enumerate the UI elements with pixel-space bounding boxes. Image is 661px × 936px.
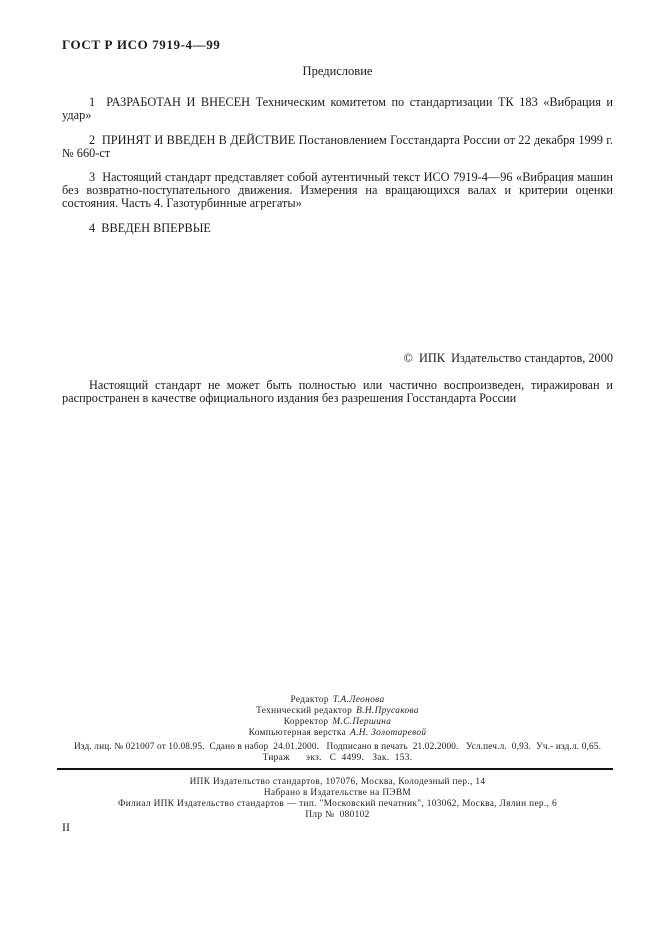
copyright-line: © ИПК Издательство стандартов, 2000	[403, 351, 613, 365]
credit-line	[55, 728, 620, 739]
foreword-item-2: 2 ПРИНЯТ И ВВЕДЕН В ДЕЙСТВИЕ Постановлением Госстандарта России от 22 декабря 1999 г. № 660-ст	[62, 133, 613, 161]
page-number: II	[62, 820, 70, 834]
section-title: Предисловие	[302, 64, 373, 78]
foreword-item-3: 3 Настоящий стандарт представляет собой аутентичный текст ИСО 7919-4—96 «Вибрация машин без возвратно-поступательного движения. Измерения на вращающихся валах и критерии оценки состояния. Часть 4. Газотурбинные агрегаты»	[62, 170, 613, 211]
credit-role: Корректор	[283, 717, 329, 727]
credit-role: Компьютерная верстка	[248, 728, 347, 738]
credit-line	[55, 706, 620, 717]
doc-code: ГОСТ Р ИСО 7919-4—99	[62, 37, 221, 52]
imprint-line-2: Тираж экз. С 4499. Зак. 153.	[262, 753, 413, 763]
horizontal-rule	[57, 768, 613, 770]
credit-line	[55, 717, 620, 728]
credit-role: Редактор	[290, 695, 329, 705]
disclaimer-paragraph: Настоящий стандарт не может быть полностью или частично воспроизведен, тиражирован и распространен в качестве официального издания без разрешения Госстандарта России	[62, 378, 613, 406]
credit-name: Т.А.Леонова	[332, 695, 385, 705]
publisher-line: ИПК Издательство стандартов, 107076, Москва, Колодезный пер., 14	[189, 777, 486, 787]
credit-line	[55, 695, 620, 706]
credit-name: А.Н. Золотаревой	[350, 728, 427, 738]
publisher-line: Набрано в Издательстве на ПЭВМ	[263, 788, 412, 798]
credit-role: Технический редактор	[256, 706, 353, 716]
publisher-line: Филиал ИПК Издательство стандартов — тип. "Московский печатник", 103062, Москва, Лялин пер., 6	[118, 799, 557, 809]
foreword-item-4: 4 ВВЕДЕН ВПЕРВЫЕ	[89, 221, 211, 235]
imprint-line-1: Изд. лиц. № 021007 от 10.08.95. Сдано в набор 24.01.2000. Подписано в печать 21.02.2000. Усл.печ.л. 0,93. Уч.- изд.л. 0,65.	[73, 742, 602, 752]
credit-name: М.С.Першина	[332, 717, 392, 727]
foreword-item-1: 1 РАЗРАБОТАН И ВНЕСЕН Техническим комитетом по стандартизации ТК 183 «Вибрация и удар»	[62, 95, 613, 123]
credit-name: В.Н.Прусакова	[356, 706, 419, 716]
publisher-line: Плр № 080102	[305, 810, 370, 820]
